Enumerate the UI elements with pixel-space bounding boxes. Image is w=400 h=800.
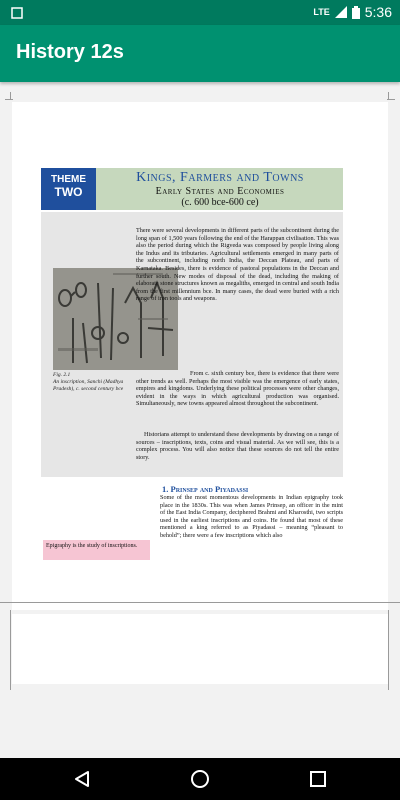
- section-title: 1. Prinsep and Piyadassi: [162, 484, 249, 494]
- clock: 5:36: [364, 4, 392, 20]
- back-button[interactable]: [68, 765, 96, 793]
- home-icon: [190, 769, 210, 789]
- chapter-subtitle: Early States and Economies: [155, 186, 285, 197]
- page-divider: [0, 602, 400, 603]
- recents-icon: [310, 771, 326, 787]
- intro-paragraph-1: There were several developments in different parts of the subcontinent during the long span of 1,500 years following the end of the Harappan civilisation. This was also the period during which the Rigveda was composed by people living along the Indus and its tributaries. Agricultural settlements emerged in many parts of the subcontinent, including north India, the Deccan Plateau, and parts of Karnataka. Besides, there is evidence of pastoral populations in the Deccan and further south. New modes of disposal of the dead, including the making of elaborate stone structures known as megaliths, emerged in central and south India from the first millennium bce. In many cases, the dead were buried with a rich range of iron tools and weapons.: [136, 227, 339, 303]
- signal-icon: [335, 6, 347, 18]
- theme-badge: [41, 168, 96, 210]
- intro-paragraph-2: From c. sixth century bce, there is evidence that there were other trends as well. Perhaps the most visible was the emergence of early states, empires and kingdoms. Underlying these political processes were other changes, evident in the ways in which agricultural production was organised. Simultaneously, new towns appeared almost throughout the subcontinent.: [136, 370, 339, 408]
- figure-caption: Fig. 2.1 An inscription, Sanchi (Madhya Pradesh), c. second century bce: [53, 372, 124, 392]
- back-icon: [73, 770, 91, 788]
- navigation-bar: [0, 758, 400, 800]
- chapter-dates: (c. 600 bce-600 ce): [181, 197, 259, 208]
- intro-paragraph-3: Historians attempt to understand these developments by drawing on a range of sources – inscriptions, texts, coins and visual material. As we will see, this is a complex process. You will also notice that these sources do not tell the entire story.: [136, 431, 339, 461]
- crop-mark: [387, 99, 395, 100]
- chapter-heading: [100, 170, 340, 208]
- theme-number: TWO: [54, 185, 83, 199]
- home-button[interactable]: [186, 765, 214, 793]
- app-bar: [0, 25, 400, 82]
- recents-button[interactable]: [304, 765, 332, 793]
- crop-mark: [388, 610, 389, 690]
- section-body-text: Some of the most momentous developments in Indian epigraphy took place in the 1830s. This was when James Prinsep, an officer in the mint of the East India Company, deciphered Brahmi and Kharosthi, two scripts used in the earliest inscriptions and coins. He found that most of these mentioned a king referred to as Piyadassi – meaning “pleasant to behold”; there were a few inscriptions which also: [160, 494, 343, 539]
- pdf-page-next: [12, 614, 388, 684]
- theme-label: THEME: [51, 174, 86, 185]
- network-type: LTE: [313, 7, 330, 17]
- status-bar: [0, 0, 400, 25]
- sidebar-note: Epigraphy is the study of inscriptions.: [43, 540, 150, 560]
- crop-mark: [5, 99, 13, 100]
- app-title: History 12s: [16, 41, 124, 63]
- chapter-title: Kings, Farmers and Towns: [136, 170, 304, 185]
- notification-icon: [10, 6, 24, 20]
- battery-icon: [352, 6, 360, 19]
- crop-mark: [10, 610, 11, 690]
